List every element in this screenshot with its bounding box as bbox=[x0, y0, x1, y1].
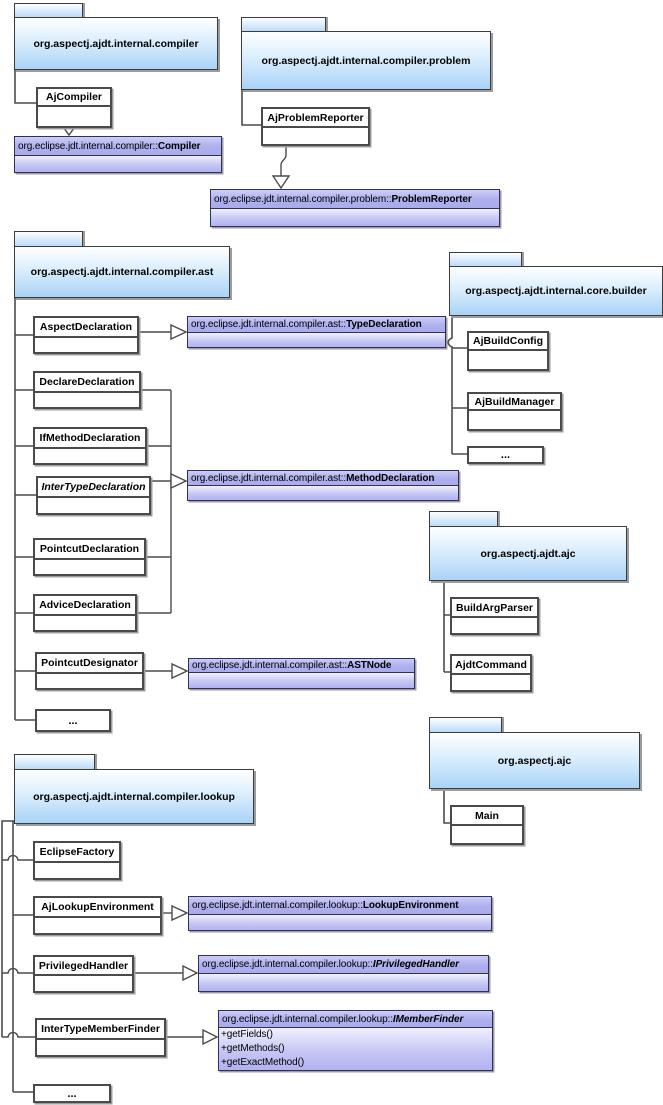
class-name: AjProblemReporter bbox=[263, 109, 368, 128]
external-class-label bbox=[15, 137, 221, 156]
external-class-astnode[interactable] bbox=[188, 658, 415, 689]
class-body bbox=[35, 918, 160, 933]
class-body bbox=[35, 338, 137, 352]
package-tab bbox=[429, 511, 498, 526]
external-class-name: ASTNode bbox=[347, 660, 392, 671]
external-class-name: LookupEnvironment bbox=[362, 900, 459, 911]
external-class-body bbox=[188, 333, 445, 347]
package-aspectj-ajc[interactable] bbox=[429, 717, 640, 789]
external-interface-iprivilegedhandler[interactable] bbox=[198, 955, 489, 992]
external-class-body bbox=[15, 156, 221, 172]
class-ast-ellipsis[interactable]: ... bbox=[35, 709, 111, 732]
class-privilegedhandler[interactable] bbox=[33, 955, 134, 993]
edge-pkgcompiler-ajcompiler bbox=[15, 68, 36, 103]
package-ast[interactable] bbox=[14, 231, 230, 298]
class-name: AjLookupEnvironment bbox=[35, 898, 160, 918]
package-compiler[interactable] bbox=[14, 3, 218, 70]
class-ajbuildconfig[interactable] bbox=[467, 331, 549, 371]
triangle-right-iprivilegedhandler bbox=[183, 966, 197, 980]
class-body bbox=[469, 351, 547, 369]
external-class-name: IMemberFinder bbox=[392, 1013, 464, 1025]
class-body bbox=[35, 863, 119, 878]
external-class-body bbox=[189, 673, 414, 688]
class-lookup-ellipsis[interactable]: ... bbox=[33, 1084, 111, 1103]
external-class-methoddeclaration[interactable] bbox=[187, 470, 459, 501]
class-body bbox=[35, 449, 145, 463]
external-class-name: Compiler bbox=[157, 140, 201, 152]
class-ajdtcommand[interactable] bbox=[450, 654, 532, 692]
external-package-prefix: org.eclipse.jdt.internal.compiler.ast:: bbox=[192, 660, 348, 671]
class-body bbox=[452, 826, 522, 843]
external-class-body bbox=[189, 915, 491, 930]
package-tab bbox=[429, 717, 502, 732]
class-advicedeclaration[interactable] bbox=[33, 594, 137, 632]
external-class-name: TypeDeclaration bbox=[346, 319, 422, 330]
external-interface-imemberfinder[interactable] bbox=[218, 1010, 493, 1071]
external-package-prefix: org.eclipse.jdt.internal.compiler.lookup:: bbox=[192, 900, 363, 911]
class-buildargparser[interactable] bbox=[450, 597, 539, 635]
package-tab bbox=[14, 754, 95, 769]
edge-ajproblemreporter-problemreporter bbox=[281, 142, 286, 176]
external-package-prefix: org.eclipse.jdt.internal.compiler.ast:: bbox=[191, 319, 347, 330]
class-name: InterTypeDeclaration bbox=[38, 478, 149, 498]
class-name: AjdtCommand bbox=[452, 656, 530, 675]
class-pointcutdeclaration[interactable] bbox=[33, 538, 146, 576]
edge-lookup-intertypememberfinder bbox=[2, 1033, 35, 1038]
class-main[interactable] bbox=[450, 805, 524, 845]
external-class-name: IPrivilegedHandler bbox=[372, 959, 459, 970]
edge-pkglookup-trunks bbox=[2, 821, 33, 1092]
package-tab bbox=[14, 231, 83, 246]
external-class-problemreporter[interactable] bbox=[210, 189, 500, 227]
package-label: org.aspectj.ajdt.internal.compiler bbox=[14, 17, 218, 70]
external-class-label bbox=[188, 317, 445, 333]
triangle-right-typedeclaration bbox=[171, 325, 186, 339]
package-label: org.aspectj.ajdt.internal.compiler.ast bbox=[14, 246, 230, 298]
method-getexactmethod: +getExactMethod() bbox=[221, 1056, 305, 1068]
package-ajdt-ajc[interactable] bbox=[429, 511, 627, 581]
external-methods-compartment bbox=[219, 1028, 492, 1070]
class-body bbox=[37, 1040, 164, 1055]
package-tab bbox=[241, 17, 326, 31]
edge-pkgbuilder-classes bbox=[448, 313, 467, 454]
external-class-body bbox=[188, 486, 458, 500]
class-ajlookupenvironment[interactable] bbox=[33, 896, 162, 935]
package-label: org.aspectj.ajdt.ajc bbox=[429, 526, 627, 581]
external-package-prefix: org.eclipse.jdt.internal.compiler:: bbox=[18, 140, 158, 152]
triangle-down-problemreporter bbox=[273, 176, 289, 188]
class-body bbox=[38, 498, 149, 513]
class-name: AjBuildManager bbox=[469, 394, 560, 411]
class-name: EclipseFactory bbox=[35, 843, 119, 863]
external-class-label bbox=[219, 1011, 492, 1028]
edge-lookup-eclipsefactory bbox=[2, 856, 33, 861]
class-body bbox=[263, 128, 368, 144]
class-body bbox=[452, 675, 530, 690]
class-body bbox=[37, 674, 142, 688]
external-package-prefix: org.eclipse.jdt.internal.compiler.lookup:: bbox=[202, 959, 373, 970]
class-body bbox=[452, 618, 537, 633]
external-class-name: MethodDeclaration bbox=[346, 472, 435, 484]
class-name: AjBuildConfig bbox=[469, 333, 547, 351]
method-getfields: +getFields() bbox=[221, 1029, 273, 1040]
class-body bbox=[35, 616, 135, 630]
class-intertypedeclaration[interactable] bbox=[36, 476, 151, 515]
external-class-name: ProblemReporter bbox=[391, 193, 472, 205]
class-ajproblemreporter[interactable] bbox=[261, 107, 370, 146]
package-problem[interactable] bbox=[241, 17, 491, 90]
external-package-prefix: org.eclipse.jdt.internal.compiler.problem:: bbox=[214, 193, 392, 205]
class-body bbox=[469, 411, 560, 429]
class-declaredeclaration[interactable] bbox=[33, 371, 141, 409]
class-ajbuildmanager[interactable] bbox=[467, 392, 562, 431]
triangle-right-imemberfinder bbox=[203, 1030, 217, 1044]
package-label: org.aspectj.ajdt.internal.compiler.lookup bbox=[14, 769, 254, 824]
class-body bbox=[35, 393, 139, 407]
external-class-body bbox=[211, 209, 499, 226]
package-tab bbox=[14, 3, 83, 17]
external-package-prefix: org.eclipse.jdt.internal.compiler.lookup:: bbox=[222, 1013, 393, 1025]
package-label: org.aspectj.ajdt.internal.compiler.problem bbox=[241, 31, 491, 90]
external-class-label bbox=[189, 659, 414, 673]
package-lookup[interactable] bbox=[14, 754, 254, 824]
class-name: Main bbox=[452, 807, 522, 826]
external-class-typedeclaration[interactable] bbox=[187, 316, 446, 348]
external-class-label bbox=[188, 471, 458, 486]
class-name: BuildArgParser bbox=[452, 599, 537, 618]
class-aspectdeclaration[interactable] bbox=[33, 316, 139, 354]
class-pointcutdesignator[interactable] bbox=[35, 652, 144, 690]
triangle-right-methoddeclaration bbox=[171, 474, 186, 488]
package-tab bbox=[449, 252, 522, 266]
edge-pkgproblem-ajproblemreporter bbox=[242, 87, 261, 125]
package-label: org.aspectj.ajc bbox=[429, 732, 640, 789]
class-name: AdviceDeclaration bbox=[35, 596, 135, 616]
external-class-label bbox=[211, 190, 499, 209]
external-class-lookupenvironment[interactable] bbox=[188, 896, 492, 931]
external-class-label bbox=[199, 956, 488, 974]
class-name: PointcutDeclaration bbox=[35, 540, 144, 560]
package-label: org.aspectj.ajdt.internal.core.builder bbox=[449, 266, 663, 316]
class-body bbox=[35, 976, 132, 991]
class-eclipsefactory[interactable] bbox=[33, 841, 121, 880]
class-ifmethoddeclaration[interactable] bbox=[33, 427, 147, 465]
package-builder[interactable] bbox=[449, 252, 663, 316]
external-class-body bbox=[199, 974, 488, 991]
external-class-label bbox=[189, 897, 491, 915]
external-class-compiler[interactable] bbox=[14, 136, 222, 173]
class-builder-ellipsis[interactable]: ... bbox=[467, 446, 544, 464]
edge-lookup-privilegedhandler bbox=[2, 969, 33, 974]
class-name: PointcutDesignator bbox=[37, 654, 142, 674]
class-name: AspectDeclaration bbox=[35, 318, 137, 338]
class-intertypememberfinder[interactable] bbox=[35, 1018, 166, 1057]
class-name: InterTypeMemberFinder bbox=[37, 1020, 164, 1040]
triangle-right-astnode bbox=[172, 664, 187, 678]
external-package-prefix: org.eclipse.jdt.internal.compiler.ast:: bbox=[191, 472, 347, 484]
method-getmethods: +getMethods() bbox=[221, 1042, 285, 1054]
class-ajcompiler[interactable] bbox=[36, 87, 112, 128]
class-body bbox=[38, 107, 110, 126]
class-name: DeclareDeclaration bbox=[35, 373, 139, 393]
class-name: PrivilegedHandler bbox=[35, 957, 132, 976]
class-name: IfMethodDeclaration bbox=[35, 429, 145, 449]
triangle-right-lookupenvironment bbox=[172, 906, 187, 920]
class-name: AjCompiler bbox=[38, 89, 110, 107]
class-body bbox=[35, 560, 144, 574]
edge-pkgast-classes bbox=[15, 295, 36, 720]
